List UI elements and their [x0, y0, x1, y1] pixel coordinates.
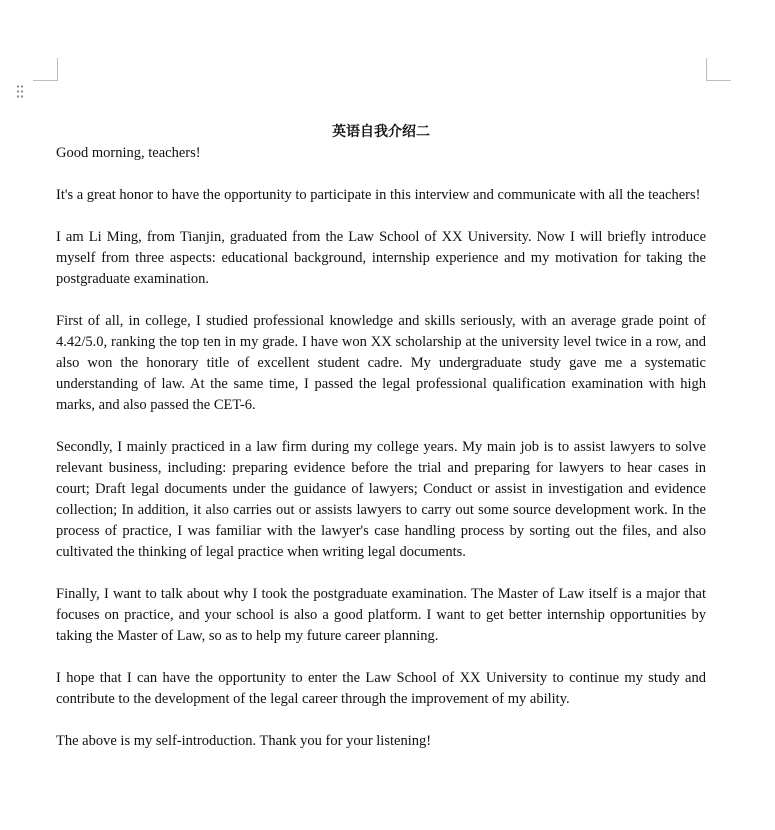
document-body[interactable] [56, 122, 706, 773]
paragraph: Good morning, teachers! [56, 145, 201, 161]
paragraph: It's a great honor to have the opportunity to participate in this interview and communicate with all the teachers! [56, 187, 701, 203]
paragraph: I am Li Ming, from Tianjin, graduated from the Law School of XX University. Now I will briefly introduce myself from three aspects: educational background, internship experience and my motivation for taking the postgraduate examination. [56, 229, 706, 287]
paragraph: Finally, I want to talk about why I took the postgraduate examination. The Master of Law itself is a major that focuses on practice, and your school is also a good platform. I want to get better internship opportunities by taking the Master of Law, so as to help my future career planning. [56, 586, 706, 644]
paragraph: I hope that I can have the opportunity to enter the Law School of XX University to continue my study and contribute to the development of the legal career through the improvement of my ability. [56, 670, 706, 707]
drag-handle-icon[interactable] [16, 84, 24, 98]
paragraph: The above is my self-introduction. Thank you for your listening! [56, 733, 432, 749]
paragraph: Secondly, I mainly practiced in a law firm during my college years. My main job is to assist lawyers to solve relevant business, including: preparing evidence before the trial and preparing for lawyers to hear cases in court; Draft legal documents under the guidance of lawyers; Conduct or assist in investigation and evidence collection; In addition, it also carries out or assists lawyers to carry out some source development work. In the process of practice, I was familiar with the lawyer's case handling process by sorting out the files, and also cultivated the thinking of legal practice when writing legal documents. [56, 439, 706, 560]
page-corner-mark-right [706, 58, 731, 81]
paragraph: First of all, in college, I studied professional knowledge and skills seriously, with an average grade point of 4.42/5.0, ranking the top ten in my grade. I have won XX scholarship at the university level twice in a row, and also won the honorary title of excellent student cadre. My undergraduate study gave me a systematic understanding of law. At the same time, I passed the legal professional qualification examination with high marks, and also passed the CET-6. [56, 313, 706, 413]
page-corner-mark-left [33, 58, 58, 81]
document-title: 英语自我介绍二 [332, 124, 430, 140]
